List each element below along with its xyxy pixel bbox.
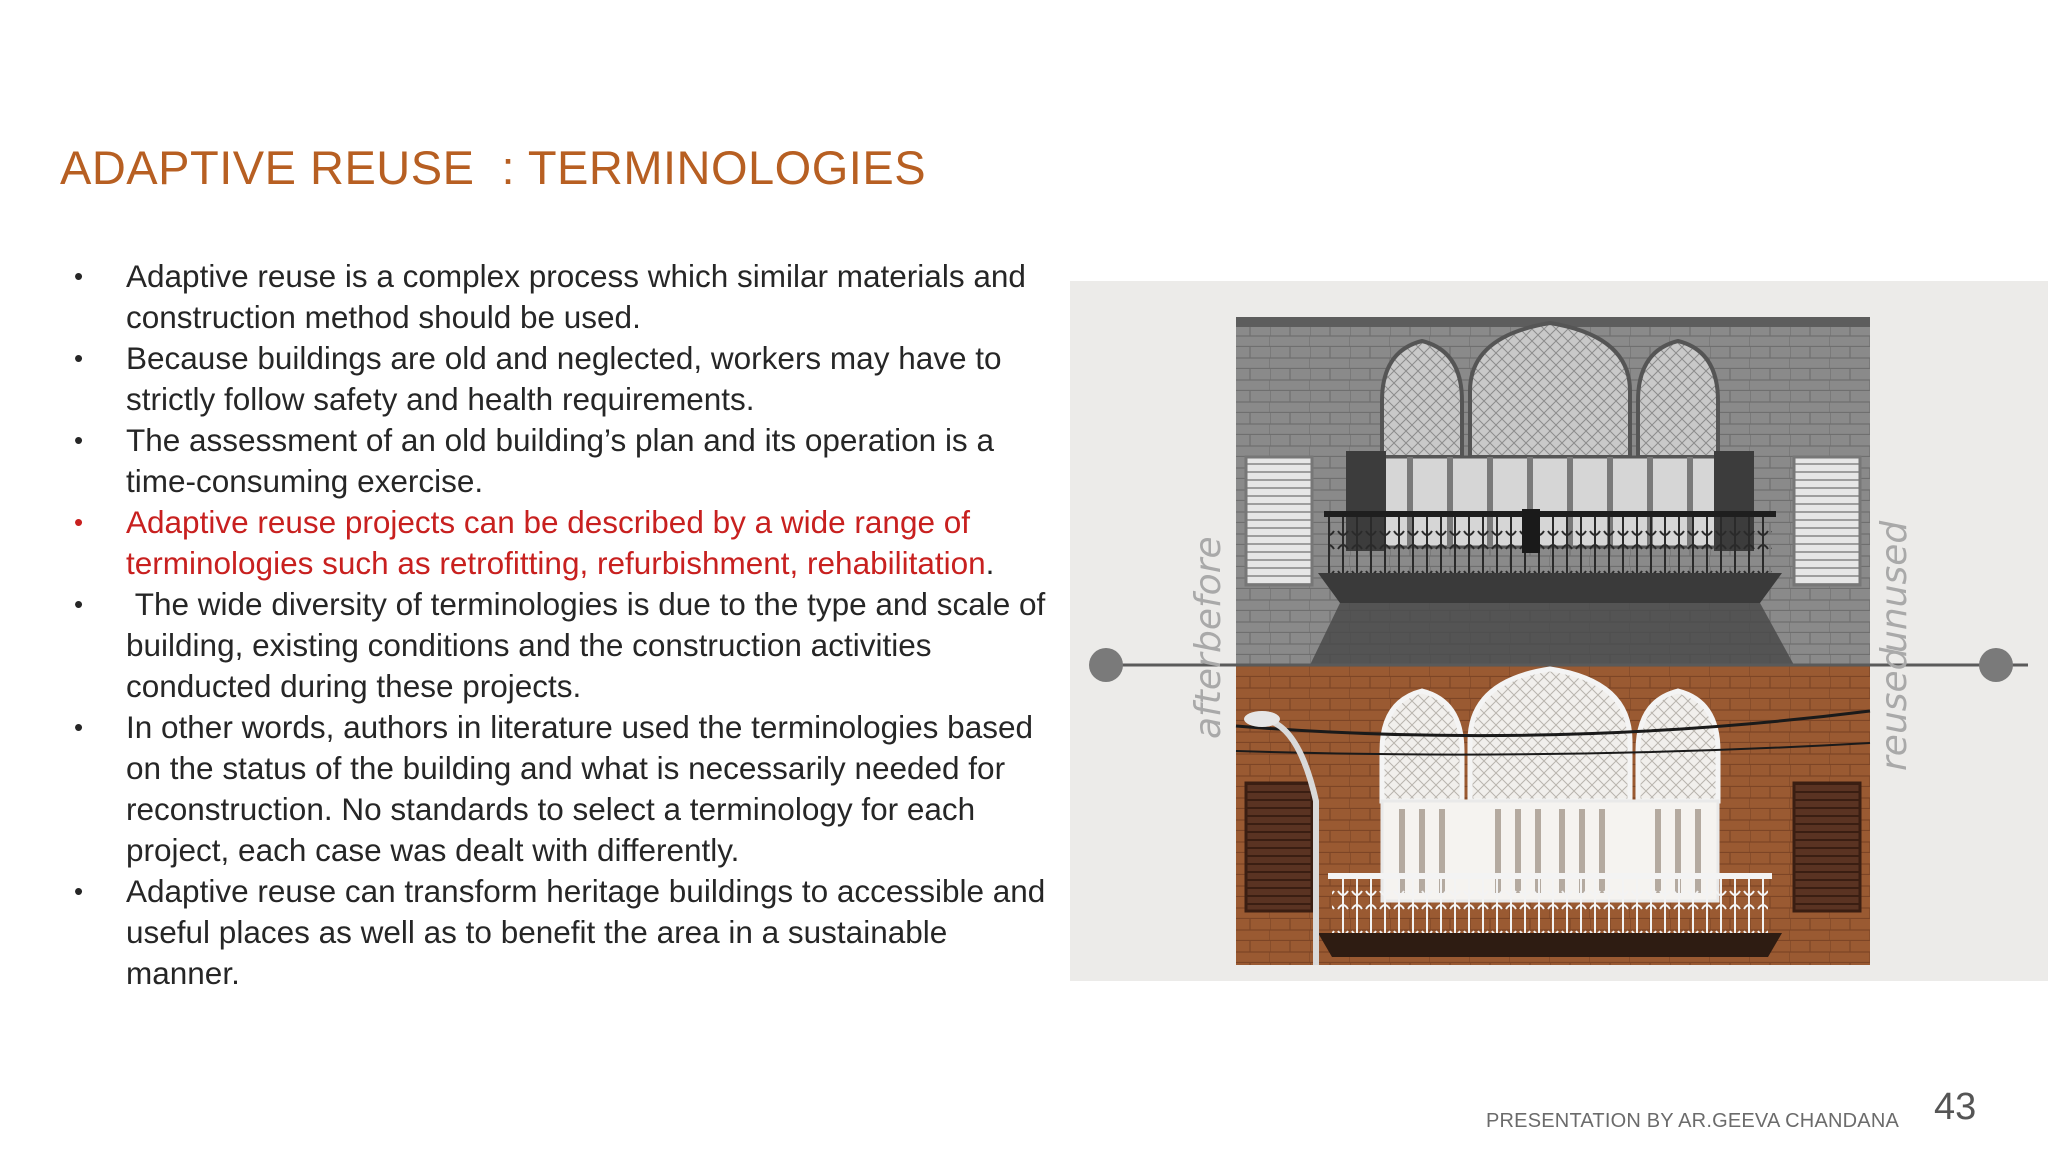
label-before: before bbox=[1188, 536, 1229, 653]
bullet-dot: • bbox=[74, 507, 84, 537]
bullet-list bbox=[70, 256, 1060, 994]
list-item-highlight bbox=[70, 502, 1060, 584]
bullet-dot: • bbox=[74, 261, 84, 291]
bullet-text: The assessment of an old building’s plan and its operation is a time-consuming exercise. bbox=[126, 422, 994, 499]
label-after: after bbox=[1188, 653, 1229, 739]
page-number: 43 bbox=[1934, 1086, 1977, 1128]
list-item bbox=[70, 584, 1060, 707]
label-reused: reused bbox=[1874, 647, 1915, 771]
facade-after bbox=[1236, 665, 1870, 965]
list-item bbox=[70, 871, 1060, 994]
bullet-dot: • bbox=[74, 712, 84, 742]
list-item bbox=[70, 338, 1060, 420]
list-item bbox=[70, 256, 1060, 338]
bullet-text: Because buildings are old and neglected, workers may have to strictly follow safety and health requirements. bbox=[126, 340, 1002, 417]
presenter-credit: PRESENTATION BY AR.GEEVA CHANDANA bbox=[1486, 1110, 1899, 1132]
bullet-dot: • bbox=[74, 876, 84, 906]
slide-title: ADAPTIVE REUSE : TERMINOLOGIES bbox=[60, 141, 927, 194]
bullet-text: The wide diversity of terminologies is due to the type and scale of building, existing conditions and the construction activities conducted during these projects. bbox=[126, 586, 1055, 704]
building-facade-illustration bbox=[1070, 281, 2048, 981]
bullet-text: In other words, authors in literature used the terminologies based on the status of the building and what is necessarily needed for reconstruction. No standards to select a terminology for each project, each case was dealt with differently. bbox=[126, 709, 1034, 868]
bullet-dot: • bbox=[74, 425, 84, 455]
before-after-photo bbox=[1070, 281, 2048, 981]
bullet-dot: • bbox=[74, 343, 84, 373]
bullet-text: Adaptive reuse can transform heritage buildings to accessible and useful places as well as to benefit the area in a sustainable manner. bbox=[126, 873, 1046, 991]
bullet-dot: • bbox=[74, 589, 84, 619]
list-item bbox=[70, 420, 1060, 502]
left-handle bbox=[1089, 648, 1123, 682]
right-handle bbox=[1979, 648, 2013, 682]
bullet-tail: . bbox=[985, 545, 995, 581]
bullet-text: Adaptive reuse projects can be described by a wide range of terminologies such as retrofitting, refurbishment, rehabilitation bbox=[126, 504, 986, 581]
label-unused: unused bbox=[1874, 520, 1915, 653]
bullet-text: Adaptive reuse is a complex process which similar materials and construction method should be used. bbox=[126, 258, 1026, 335]
facade-before bbox=[1236, 317, 1870, 665]
list-item bbox=[70, 707, 1060, 871]
